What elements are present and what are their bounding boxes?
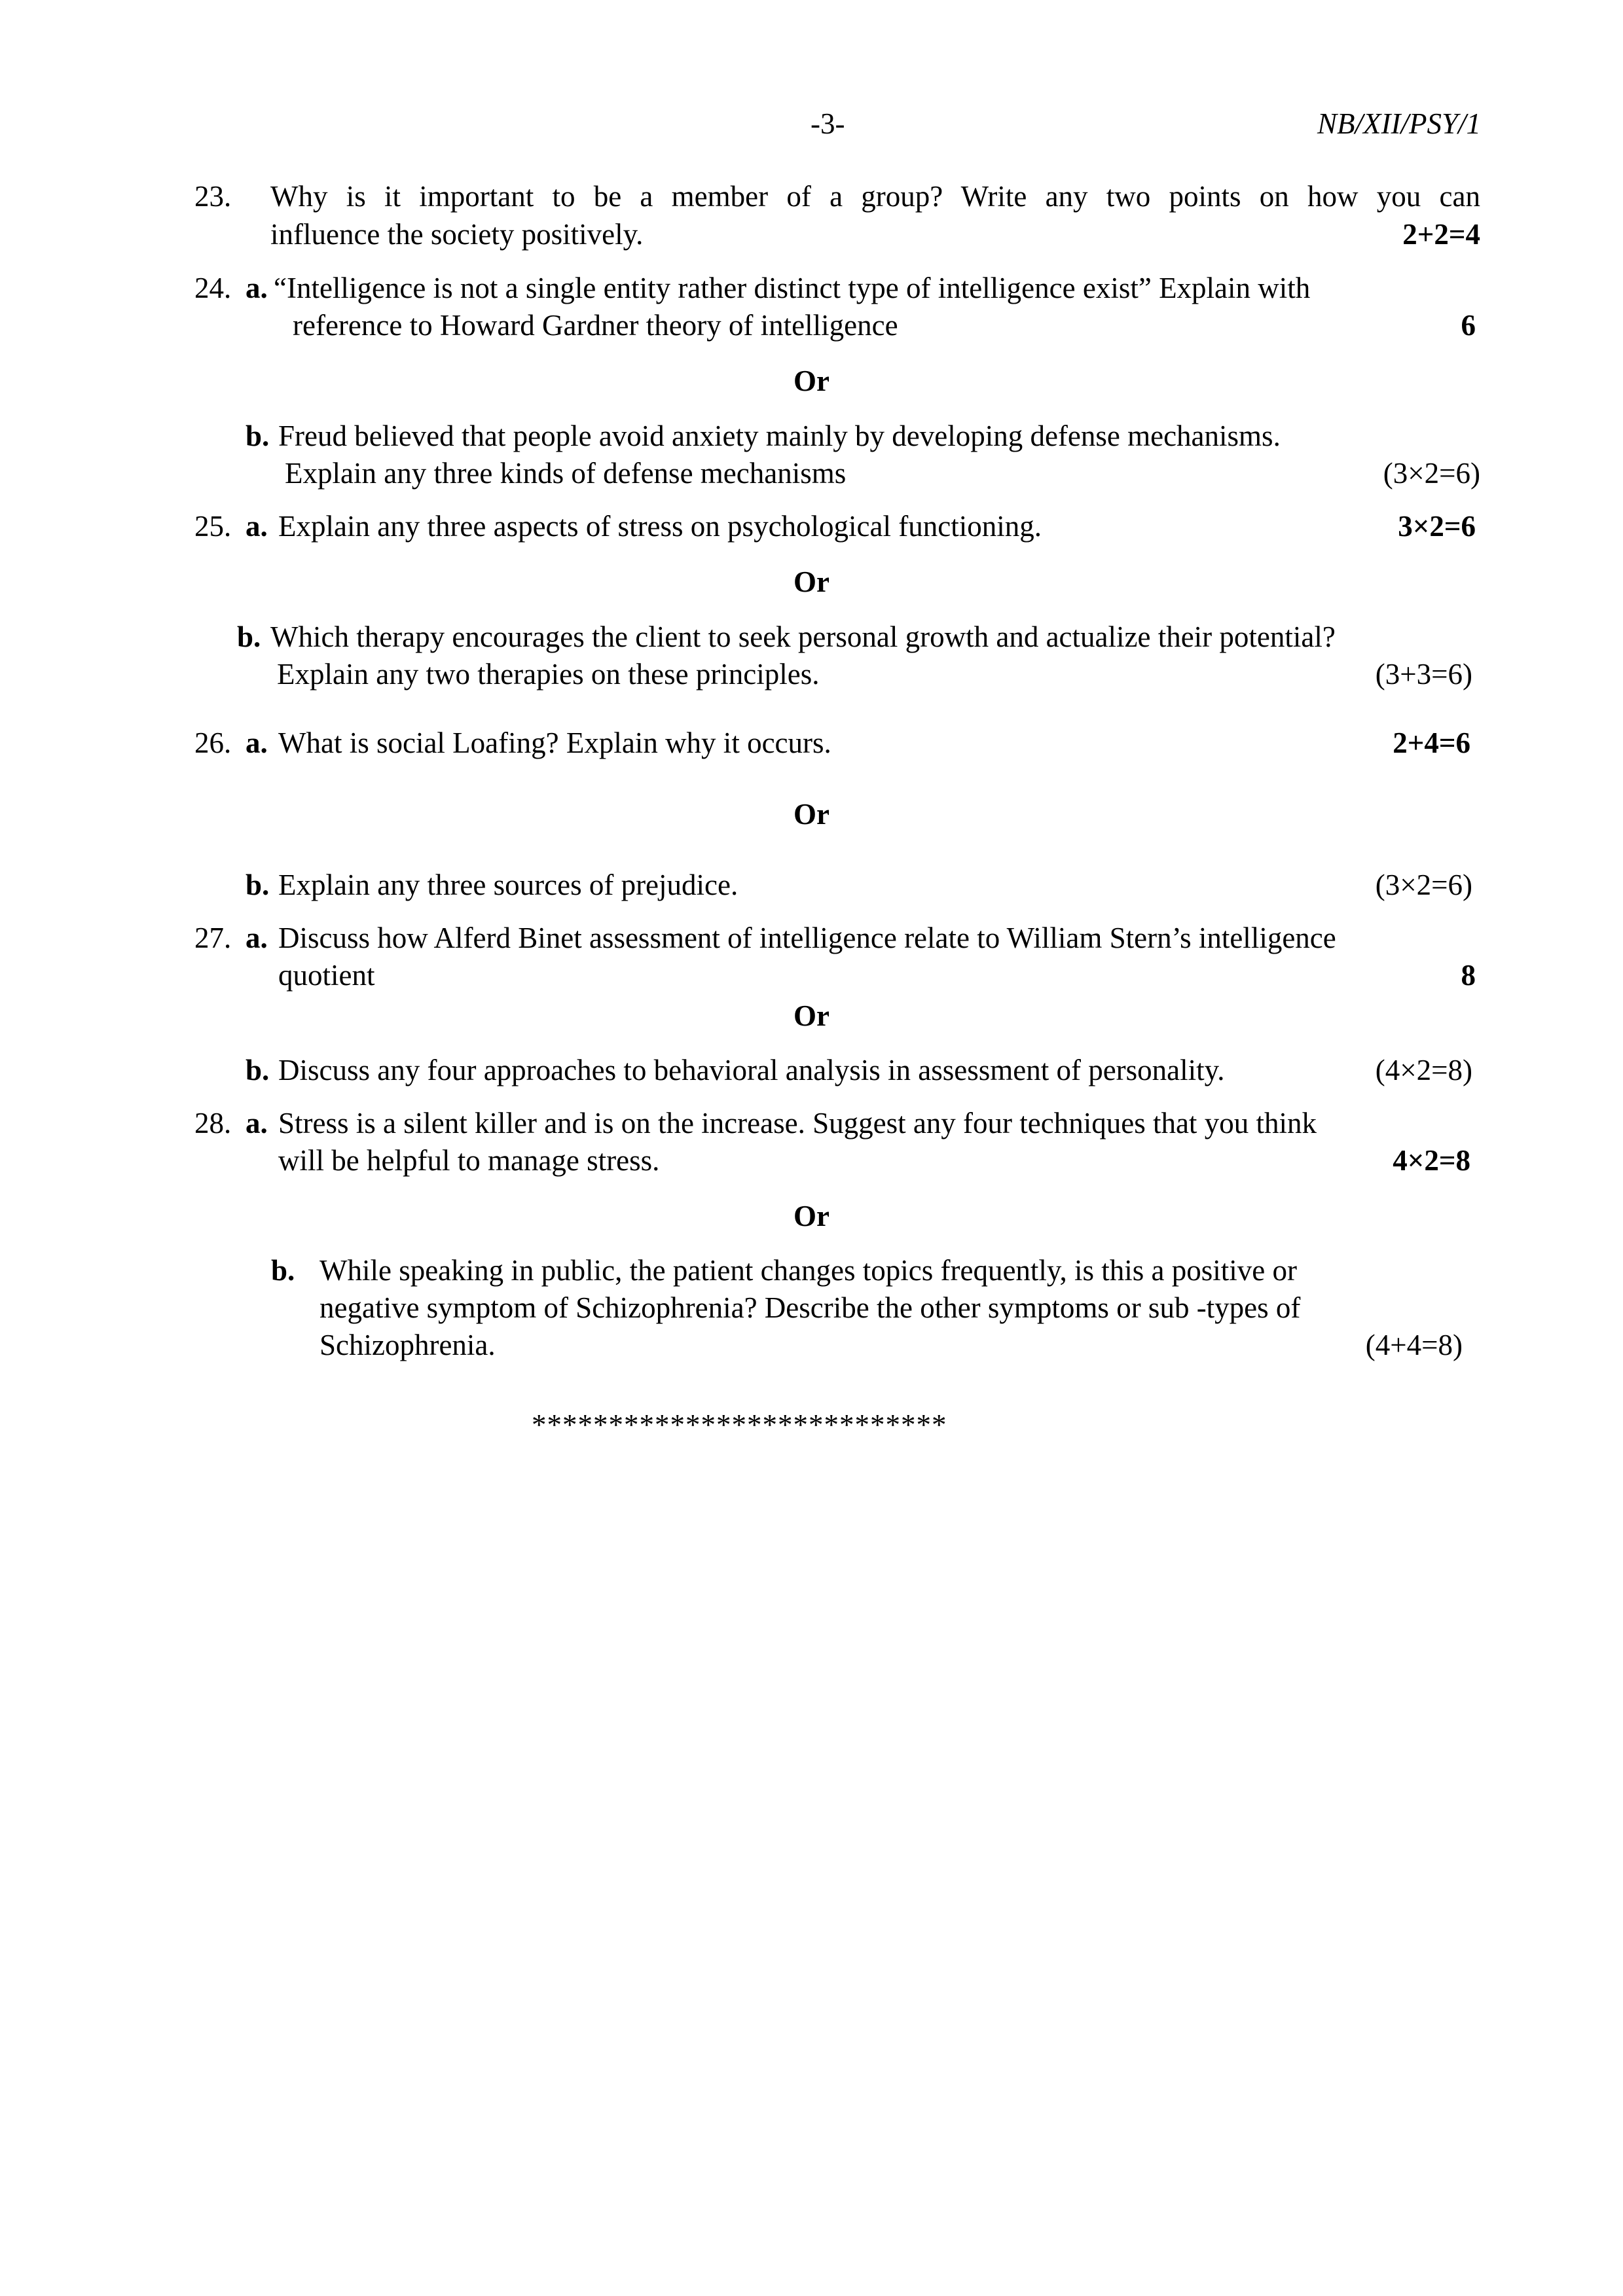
- or-divider: Or: [793, 798, 830, 831]
- marks: 4×2=8: [1393, 1144, 1470, 1177]
- marks: 2+4=6: [1393, 726, 1470, 759]
- question-text: Schizophrenia.: [319, 1329, 496, 1361]
- paper-code: NB/XII/PSY/1: [1317, 107, 1481, 140]
- question-number: 24.: [194, 272, 232, 304]
- or-divider: Or: [793, 365, 830, 397]
- or-divider: Or: [793, 999, 830, 1032]
- option-a-label: a.: [246, 922, 268, 954]
- question-number: 28.: [194, 1107, 232, 1139]
- question-text: What is social Loafing? Explain why it occurs.: [278, 726, 831, 759]
- marks: (4×2=8): [1375, 1054, 1472, 1086]
- marks: 2+2=4: [1402, 218, 1480, 251]
- marks: (4+4=8): [1365, 1329, 1463, 1361]
- question-text: Why is it important to be a member of a group? Write any two points on how you can: [270, 180, 1480, 213]
- question-text: Discuss how Alferd Binet assessment of intelligence relate to William Stern’s intelligence: [278, 922, 1336, 954]
- option-b-label: b.: [237, 620, 261, 653]
- option-a-label: a.: [246, 1107, 268, 1139]
- end-of-paper-stars: ***************************: [532, 1408, 947, 1441]
- question-text: Explain any three sources of prejudice.: [278, 869, 739, 901]
- option-b-label: b.: [246, 869, 270, 901]
- question-text: quotient: [278, 959, 375, 992]
- question-text: reference to Howard Gardner theory of intelligence: [293, 309, 898, 342]
- marks: 8: [1461, 959, 1476, 992]
- question-text: Explain any three kinds of defense mechanisms: [285, 457, 847, 490]
- question-text: Discuss any four approaches to behavioral analysis in assessment of personality.: [278, 1054, 1225, 1086]
- question-number: 23.: [194, 180, 232, 213]
- marks: (3×2=6): [1383, 457, 1480, 490]
- page-number: -3-: [811, 107, 845, 140]
- question-text: Which therapy encourages the client to seek personal growth and actualize their potential?: [270, 620, 1336, 653]
- option-a-label: a.: [246, 510, 268, 543]
- question-text: will be helpful to manage stress.: [278, 1144, 660, 1177]
- option-b-label: b.: [246, 1054, 270, 1086]
- question-text: influence the society positively.: [270, 218, 644, 251]
- or-divider: Or: [793, 1200, 830, 1232]
- question-text: Explain any three aspects of stress on psychological functioning.: [278, 510, 1042, 543]
- marks: (3+3=6): [1375, 658, 1472, 691]
- question-number: 25.: [194, 510, 232, 543]
- question-number: 27.: [194, 922, 232, 954]
- question-text: Explain any two therapies on these principles.: [277, 658, 820, 691]
- marks: (3×2=6): [1375, 869, 1472, 901]
- question-text: negative symptom of Schizophrenia? Describe the other symptoms or sub -types of: [319, 1291, 1301, 1324]
- option-a-label: a.: [246, 726, 268, 759]
- question-text: “Intelligence is not a single entity rather distinct type of intelligence exist” Explain with: [274, 272, 1311, 304]
- question-text: While speaking in public, the patient changes topics frequently, is this a positive or: [319, 1254, 1297, 1287]
- marks: 6: [1461, 309, 1476, 342]
- question-text: Freud believed that people avoid anxiety mainly by developing defense mechanisms.: [278, 420, 1281, 452]
- question-text: Stress is a silent killer and is on the increase. Suggest any four techniques that you think: [278, 1107, 1317, 1139]
- option-a-label: a.: [246, 272, 268, 304]
- question-number: 26.: [194, 726, 232, 759]
- marks: 3×2=6: [1398, 510, 1476, 543]
- option-b-label: b.: [271, 1254, 295, 1287]
- option-b-label: b.: [246, 420, 270, 452]
- or-divider: Or: [793, 565, 830, 598]
